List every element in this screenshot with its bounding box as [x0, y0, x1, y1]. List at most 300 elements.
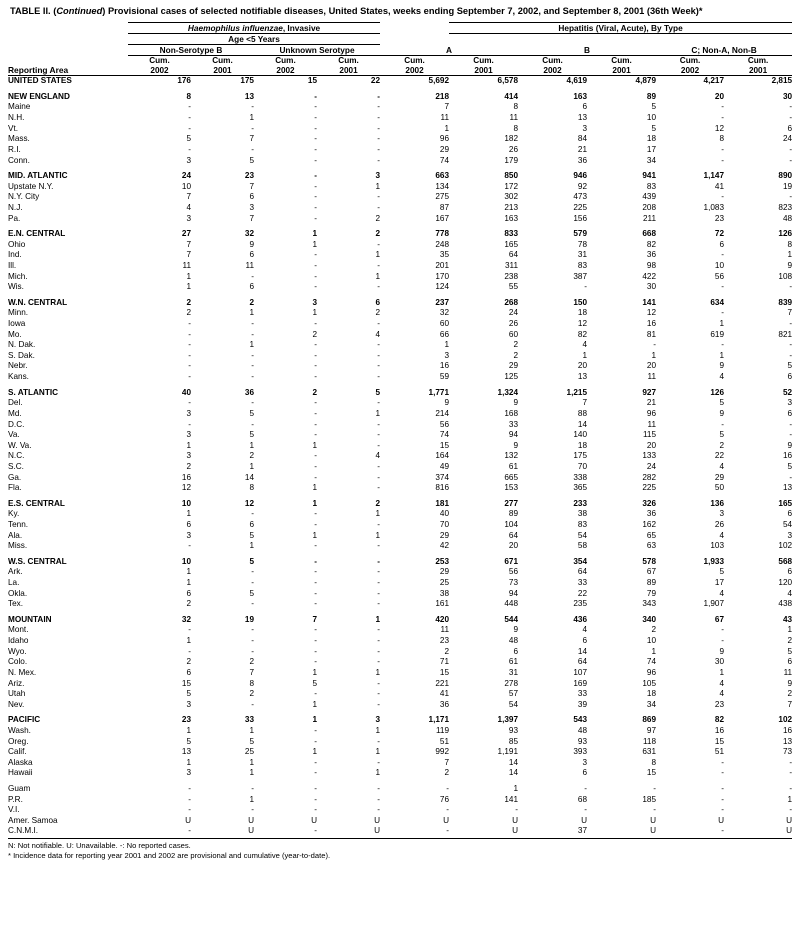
- row-cell: 5: [249, 430, 254, 440]
- row-cell: 89: [508, 509, 519, 519]
- row-cell: 14: [244, 472, 254, 482]
- row-cell: 5: [249, 530, 254, 540]
- row-cell: 93: [577, 736, 588, 746]
- row-area-label: W. Va.: [8, 440, 32, 450]
- row-cell: 3: [719, 509, 725, 519]
- row-cell: 102: [778, 715, 793, 725]
- row-area-label: Iowa: [8, 319, 26, 329]
- row-area-label: La.: [8, 578, 20, 588]
- row-cell: 1,191: [497, 747, 519, 757]
- row-cell: 12: [244, 498, 254, 508]
- row-cell: 2: [787, 636, 793, 646]
- row-cell: 1: [312, 530, 317, 540]
- row-cell: 1: [249, 725, 254, 735]
- row-cell: 6: [787, 509, 793, 519]
- row-cell: 51: [714, 747, 725, 757]
- row-cell: 1: [444, 340, 450, 350]
- row-cell: -: [314, 213, 317, 223]
- row-cell: 4: [375, 329, 381, 339]
- row-cell: 214: [435, 408, 450, 418]
- row-cell: 5: [651, 102, 657, 112]
- row-cell: 68: [577, 794, 588, 804]
- row-cell: 7: [249, 667, 254, 677]
- row-area-label: Ill.: [8, 260, 17, 270]
- header-col-10: [724, 55, 792, 75]
- row-cell: -: [314, 768, 317, 778]
- row-cell: 22: [714, 451, 725, 461]
- row-cell: 20: [646, 361, 657, 371]
- row-cell: -: [377, 134, 381, 144]
- table-row: [8, 192, 792, 203]
- row-cell: 671: [504, 556, 519, 566]
- row-cell: 4: [719, 689, 725, 699]
- row-cell: 992: [435, 747, 450, 757]
- row-cell: 29: [439, 567, 450, 577]
- row-cell: 93: [508, 725, 519, 735]
- row-cell: 5: [186, 736, 191, 746]
- row-area-label: Mass.: [8, 134, 30, 144]
- header-row-groups-1: [8, 22, 792, 33]
- row-cell: 850: [504, 171, 519, 181]
- row-cell: -: [314, 419, 317, 429]
- row-cell: -: [314, 736, 317, 746]
- row-cell: 218: [435, 91, 450, 101]
- row-cell: 278: [504, 678, 519, 688]
- row-cell: 3: [444, 350, 450, 360]
- row-cell: 2: [186, 599, 191, 609]
- row-cell: 36: [577, 155, 588, 165]
- row-cell: 4,619: [518, 76, 587, 87]
- row-cell: -: [377, 520, 381, 529]
- row-cell: 150: [573, 297, 588, 307]
- row-cell: -: [377, 483, 381, 493]
- header-hep-c: C; Non-A, Non-B: [656, 44, 792, 55]
- row-cell: -: [251, 398, 254, 408]
- row-cell: -: [377, 461, 381, 471]
- row-cell: 9: [444, 398, 450, 408]
- row-cell: 3: [312, 297, 317, 307]
- row-cell: -: [721, 636, 725, 646]
- row-cell: -: [314, 784, 317, 794]
- footnote-line-2: * Incidence data for reporting year 2001 and 2002 are provisional and cumulative (year-to-date).: [8, 850, 331, 860]
- row-cell: -: [314, 567, 317, 577]
- row-cell: -: [314, 794, 317, 804]
- row-cell: -: [377, 361, 381, 371]
- row-cell: -: [314, 509, 317, 519]
- row-cell: 74: [646, 657, 657, 667]
- row-cell: 2: [249, 657, 254, 667]
- row-area-label: Ohio: [8, 239, 26, 249]
- row-cell: 439: [642, 192, 657, 202]
- cum-label: Cum.: [212, 55, 233, 65]
- row-cell: -: [377, 102, 381, 112]
- row-cell: -: [251, 329, 254, 339]
- row-cell: 39: [577, 699, 588, 709]
- row-cell: 2: [375, 308, 381, 318]
- row-cell: -: [251, 509, 254, 519]
- row-cell: 1,771: [428, 387, 450, 397]
- row-cell: 201: [435, 260, 450, 270]
- table-row: [8, 541, 792, 552]
- row-cell: -: [721, 155, 725, 165]
- cum-label: Cum.: [747, 55, 769, 65]
- row-cell: 15: [439, 667, 450, 677]
- year-label: 2001: [213, 65, 232, 75]
- row-cell: 6: [186, 588, 191, 598]
- row-cell: 89: [646, 578, 657, 588]
- header-col-8: [587, 55, 656, 75]
- table-row: [8, 102, 792, 113]
- row-cell: 9: [513, 398, 519, 408]
- row-cell: 11: [440, 113, 450, 123]
- table-row: [8, 319, 792, 330]
- row-cell: 927: [642, 387, 657, 397]
- row-cell: 165: [778, 498, 793, 508]
- table-row: [8, 156, 792, 167]
- row-cell: 5: [249, 408, 254, 418]
- row-cell: 56: [508, 567, 519, 577]
- row-cell: 126: [778, 229, 793, 239]
- row-cell: -: [188, 826, 191, 836]
- row-cell: 340: [642, 614, 657, 624]
- row-cell: 83: [646, 181, 657, 191]
- row-cell: 438: [778, 599, 793, 609]
- year-label: 2001: [474, 65, 493, 75]
- cum-label: Cum.: [542, 55, 563, 65]
- row-cell: -: [377, 578, 381, 588]
- row-cell: 8: [651, 757, 657, 767]
- table-body: [8, 76, 792, 837]
- row-cell: -: [377, 155, 381, 165]
- row-cell: 448: [504, 599, 519, 609]
- row-cell: 10: [646, 636, 657, 646]
- row-cell: 1: [375, 271, 381, 281]
- row-cell: 4: [719, 461, 725, 471]
- row-cell: 6: [186, 520, 191, 529]
- row-area-label: Tenn.: [8, 520, 29, 529]
- header-col-3: [254, 55, 317, 75]
- row-cell: 13: [782, 483, 793, 493]
- row-cell: 6: [186, 667, 191, 677]
- table-row: [8, 758, 792, 769]
- row-area-label: UNITED STATES: [8, 76, 128, 87]
- row-area-label: P.R.: [8, 794, 23, 804]
- row-cell: 26: [508, 144, 519, 154]
- row-cell: 2: [651, 625, 657, 635]
- header-age-group: Age <5 Years: [128, 33, 380, 44]
- table-row: [8, 351, 792, 362]
- row-cell: 102: [778, 541, 793, 551]
- row-cell: -: [377, 736, 381, 746]
- row-cell: 778: [435, 229, 450, 239]
- row-cell: 11: [440, 625, 450, 635]
- row-cell: 393: [573, 747, 588, 757]
- row-cell: 2: [375, 213, 381, 223]
- row-cell: 1: [375, 509, 381, 519]
- row-cell: 1: [375, 530, 381, 540]
- row-cell: 3: [186, 213, 191, 223]
- row-cell: 58: [577, 541, 588, 551]
- row-cell: 24: [782, 134, 793, 144]
- row-cell: 56: [714, 271, 725, 281]
- row-cell: 7: [444, 757, 450, 767]
- table-row: [8, 473, 792, 484]
- row-cell: -: [314, 556, 317, 566]
- row-cell: -: [721, 419, 725, 429]
- row-cell: 5: [312, 678, 317, 688]
- row-cell: -: [377, 784, 381, 794]
- row-cell: 29: [439, 530, 450, 540]
- table-row: [8, 409, 792, 420]
- row-cell: 1,907: [703, 599, 725, 609]
- notifiable-diseases-table: [8, 22, 792, 837]
- row-cell: 25: [439, 578, 450, 588]
- row-cell: 73: [782, 747, 793, 757]
- row-cell: 8: [513, 102, 519, 112]
- row-cell: 7: [186, 239, 191, 249]
- row-cell: -: [377, 340, 381, 350]
- table-row: [8, 214, 792, 225]
- row-cell: -: [377, 144, 381, 154]
- row-cell: -: [188, 541, 191, 551]
- row-cell: 6: [787, 567, 793, 577]
- table-row: [8, 615, 792, 626]
- row-cell: 277: [504, 498, 519, 508]
- row-cell: 56: [439, 419, 450, 429]
- row-cell: 821: [778, 329, 793, 339]
- row-cell: 8: [186, 91, 191, 101]
- row-cell: 85: [508, 736, 519, 746]
- row-cell: 134: [435, 181, 450, 191]
- row-cell: 15: [254, 76, 317, 87]
- table-row: [8, 250, 792, 261]
- row-cell: -: [314, 657, 317, 667]
- row-cell: -: [251, 646, 254, 656]
- row-cell: -: [314, 181, 317, 191]
- row-area-label: Oreg.: [8, 736, 29, 746]
- row-cell: 13: [244, 91, 254, 101]
- row-cell: -: [188, 350, 191, 360]
- row-cell: 60: [508, 329, 519, 339]
- row-cell: -: [377, 419, 381, 429]
- row-cell: 374: [435, 472, 450, 482]
- row-cell: -: [377, 625, 381, 635]
- row-cell: 6: [582, 102, 588, 112]
- row-cell: -: [314, 340, 317, 350]
- row-cell: -: [721, 192, 725, 202]
- row-cell: 23: [714, 213, 725, 223]
- row-area-label: D.C.: [8, 419, 25, 429]
- row-area-label: Ga.: [8, 472, 22, 482]
- row-area-label: Alaska: [8, 757, 33, 767]
- row-cell: 6: [249, 520, 254, 529]
- row-cell: 49: [439, 461, 450, 471]
- row-cell: 70: [577, 461, 588, 471]
- row-cell: 104: [504, 520, 519, 529]
- row-cell: 7: [787, 308, 793, 318]
- row-cell: 7: [249, 181, 254, 191]
- row-cell: 1: [719, 667, 725, 677]
- row-cell: U: [248, 815, 254, 825]
- row-cell: 578: [642, 556, 657, 566]
- row-cell: 156: [573, 213, 588, 223]
- row-cell: 32: [181, 614, 191, 624]
- row-cell: -: [789, 102, 793, 112]
- row-cell: -: [314, 805, 317, 815]
- row-cell: U: [374, 826, 381, 836]
- row-cell: 634: [710, 297, 725, 307]
- row-cell: -: [789, 805, 793, 815]
- row-cell: 6: [787, 657, 793, 667]
- row-cell: 5: [719, 398, 725, 408]
- row-cell: 2: [375, 498, 381, 508]
- row-cell: 3: [186, 768, 191, 778]
- row-cell: 92: [577, 181, 588, 191]
- table-row: [8, 816, 792, 827]
- row-cell: 179: [504, 155, 519, 165]
- row-cell: -: [314, 398, 317, 408]
- table-row: [8, 182, 792, 193]
- row-cell: -: [377, 646, 381, 656]
- row-cell: 1: [787, 250, 793, 260]
- table-row: [8, 668, 792, 679]
- row-cell: 544: [504, 614, 519, 624]
- row-cell: 3: [249, 202, 254, 212]
- row-cell: 124: [435, 282, 450, 292]
- row-area-label: Wash.: [8, 725, 31, 735]
- row-cell: 33: [508, 419, 519, 429]
- row-cell: -: [251, 805, 254, 815]
- row-cell: -: [721, 805, 725, 815]
- row-cell: -: [251, 271, 254, 281]
- row-cell: 2,815: [724, 76, 792, 87]
- row-cell: 1,083: [703, 202, 725, 212]
- cum-label: Cum.: [679, 55, 701, 65]
- row-cell: 823: [778, 202, 793, 212]
- row-cell: -: [314, 646, 317, 656]
- row-cell: 1: [582, 350, 588, 360]
- table-row: [8, 557, 792, 568]
- row-cell: 34: [646, 699, 657, 709]
- row-area-label: N.C.: [8, 451, 25, 461]
- row-cell: -: [314, 472, 317, 482]
- row-cell: 11: [647, 372, 657, 382]
- row-cell: 1: [375, 667, 381, 677]
- row-cell: 71: [439, 657, 450, 667]
- row-cell: 4: [582, 340, 588, 350]
- row-cell: 8: [719, 134, 725, 144]
- row-cell: 4: [719, 372, 725, 382]
- row-cell: 5: [249, 155, 254, 165]
- row-area-label: N.J.: [8, 202, 23, 212]
- row-cell: 16: [646, 319, 657, 329]
- header-col-2: [191, 55, 254, 75]
- row-area-label: PACIFIC: [8, 715, 41, 725]
- row-cell: 3: [186, 699, 191, 709]
- row-cell: 67: [646, 567, 657, 577]
- row-cell: -: [377, 282, 381, 292]
- row-cell: -: [314, 361, 317, 371]
- row-cell: 1: [312, 667, 317, 677]
- row-area-label: E.N. CENTRAL: [8, 229, 66, 239]
- row-area-label: V.I.: [8, 805, 20, 815]
- row-cell: 16: [181, 472, 191, 482]
- row-cell: -: [721, 102, 725, 112]
- table-row: [8, 805, 792, 816]
- row-cell: 946: [573, 171, 588, 181]
- row-area-label: N. Dak.: [8, 340, 36, 350]
- row-cell: -: [789, 757, 793, 767]
- row-cell: 7: [312, 614, 317, 624]
- row-cell: 29: [508, 361, 519, 371]
- row-cell: 125: [504, 372, 519, 382]
- row-cell: 5: [186, 689, 191, 699]
- row-cell: -: [314, 541, 317, 551]
- row-cell: 8: [787, 239, 793, 249]
- row-cell: 6,578: [449, 76, 518, 87]
- row-cell: 282: [642, 472, 657, 482]
- row-cell: 16: [782, 725, 793, 735]
- row-cell: 26: [714, 520, 725, 529]
- row-cell: -: [251, 599, 254, 609]
- row-cell: 1: [186, 271, 191, 281]
- header-haemophilus-group: [128, 22, 380, 33]
- year-label: 2002: [543, 65, 562, 75]
- row-cell: 4: [719, 530, 725, 540]
- header-hep-a: A: [380, 44, 518, 55]
- row-cell: 211: [642, 213, 657, 223]
- row-cell: -: [377, 472, 381, 482]
- row-cell: 619: [710, 329, 725, 339]
- table-row: [8, 92, 792, 103]
- cum-label: Cum.: [149, 55, 170, 65]
- row-area-label: Kans.: [8, 372, 29, 382]
- row-cell: 2: [186, 308, 191, 318]
- row-cell: 175: [573, 451, 588, 461]
- row-cell: 2: [375, 229, 381, 239]
- row-cell: 19: [244, 614, 254, 624]
- row-cell: -: [721, 144, 725, 154]
- row-cell: 33: [577, 578, 588, 588]
- row-cell: 2: [513, 350, 519, 360]
- row-cell: 1: [312, 715, 317, 725]
- row-area-label: Conn.: [8, 155, 30, 165]
- row-cell: 1: [375, 768, 381, 778]
- row-cell: 354: [573, 556, 588, 566]
- row-cell: 48: [782, 213, 793, 223]
- row-cell: 61: [508, 657, 519, 667]
- row-cell: -: [721, 784, 725, 794]
- row-cell: 9: [513, 625, 519, 635]
- cum-label: Cum.: [473, 55, 494, 65]
- row-cell: 170: [435, 271, 450, 281]
- row-cell: 136: [710, 498, 725, 508]
- row-cell: 6: [787, 123, 793, 133]
- row-cell: 18: [577, 440, 588, 450]
- row-area-label: Ark.: [8, 567, 23, 577]
- table-row: [8, 398, 792, 409]
- row-cell: -: [314, 451, 317, 461]
- row-cell: 579: [573, 229, 588, 239]
- row-cell: 3: [186, 530, 191, 540]
- row-cell: 1: [186, 440, 191, 450]
- row-cell: 126: [710, 387, 725, 397]
- row-area-label: Okla.: [8, 588, 28, 598]
- row-cell: -: [721, 757, 725, 767]
- row-cell: -: [789, 472, 793, 482]
- row-cell: 60: [439, 319, 450, 329]
- table-row: [8, 113, 792, 124]
